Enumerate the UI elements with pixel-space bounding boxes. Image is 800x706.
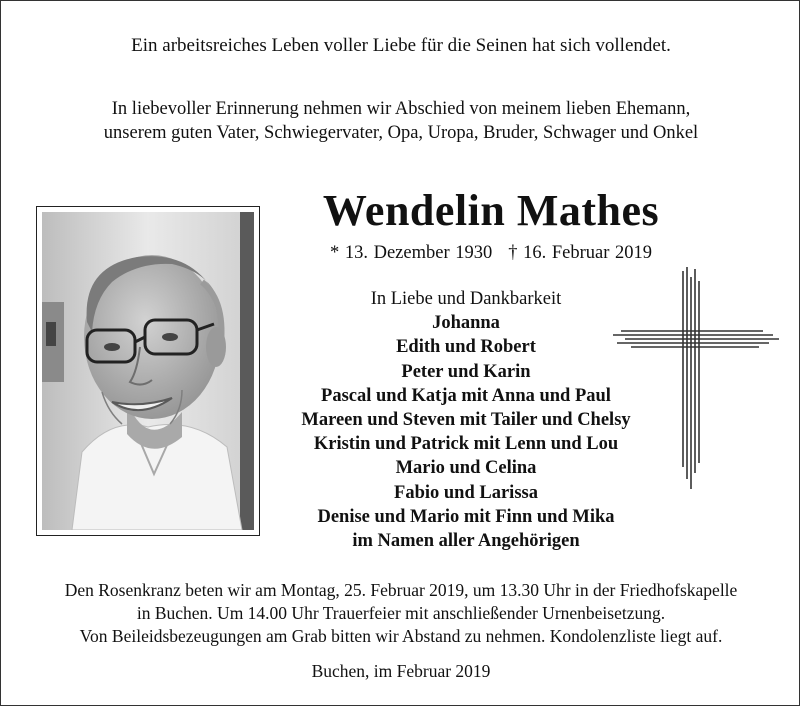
deceased-name: Wendelin Mathes bbox=[322, 186, 660, 235]
family-member: Peter und Karin bbox=[401, 361, 531, 382]
birth-date: * 13. Dezember 1930 bbox=[329, 243, 493, 263]
family-member: im Namen aller Angehörigen bbox=[352, 531, 580, 552]
family-member: Denise und Mario mit Finn und Mika bbox=[317, 506, 615, 527]
portrait-photo bbox=[42, 212, 254, 530]
family-member: Johanna bbox=[432, 313, 500, 334]
family-lead: In Liebe und Dankbarkeit bbox=[370, 289, 562, 309]
intro-line: unserem guten Vater, Schwiegervater, Opa, Uropa, Bruder, Schwager und Onkel bbox=[103, 123, 699, 143]
family-member: Mareen und Steven mit Tailer und Chelsy bbox=[301, 410, 631, 431]
family-member: Kristin und Patrick mit Lenn und Lou bbox=[313, 434, 619, 455]
opening-line: Ein arbeitsreiches Leben voller Liebe für die Seinen hat sich vollendet. bbox=[131, 35, 671, 56]
family-member: Fabio und Larissa bbox=[394, 482, 538, 503]
family-member: Mario und Celina bbox=[395, 458, 537, 479]
service-line: in Buchen. Um 14.00 Uhr Trauerfeier mit anschließender Urnenbeisetzung. bbox=[136, 603, 666, 623]
family-member: Edith und Robert bbox=[396, 337, 536, 358]
family-member: Pascal und Katja mit Anna und Paul bbox=[321, 385, 611, 406]
service-line: Von Beileidsbezeugungen am Grab bitten wir Abstand zu nehmen. Kondolenzliste liegt auf. bbox=[79, 626, 723, 646]
life-dates bbox=[291, 243, 691, 264]
family-list bbox=[271, 287, 661, 553]
intro-line: In liebevoller Erinnerung nehmen wir Abschied von meinem lieben Ehemann, bbox=[111, 99, 691, 119]
death-date: † 16. Februar 2019 bbox=[508, 243, 653, 263]
cross-icon bbox=[613, 267, 779, 489]
service-info bbox=[1, 579, 800, 648]
intro-text bbox=[1, 97, 800, 145]
portrait-frame bbox=[36, 206, 260, 536]
portrait-illustration bbox=[42, 212, 254, 530]
service-line: Den Rosenkranz beten wir am Montag, 25. Februar 2019, um 13.30 Uhr in der Friedhofskapelle bbox=[64, 580, 738, 600]
closing-line: Buchen, im Februar 2019 bbox=[311, 661, 491, 681]
